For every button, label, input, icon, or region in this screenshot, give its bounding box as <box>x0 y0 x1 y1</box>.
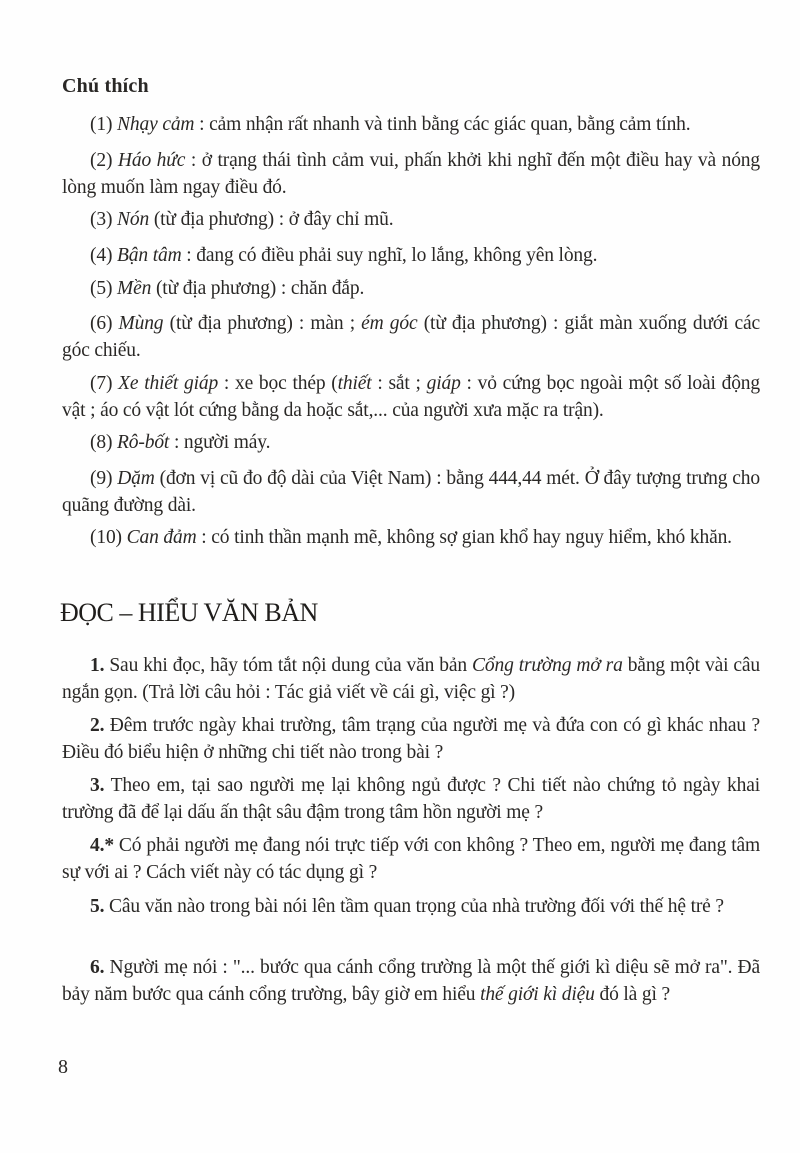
question-text: Sau khi đọc, hãy tóm tắt nội dung của văn bản <box>104 655 473 676</box>
note-text: (từ địa phương) : chăn đắp. <box>151 278 365 299</box>
note-item-10 <box>62 524 760 551</box>
note-item-9 <box>62 465 760 519</box>
question-2 <box>62 712 760 766</box>
note-text: : người máy. <box>169 432 271 453</box>
note-text-2: (từ địa phương) : giắt màn xuống dưới các góc chiếu. <box>62 313 760 361</box>
note-number: (7) <box>90 373 113 394</box>
note-item-1 <box>62 111 760 138</box>
question-text-2: đó là gì ? <box>594 984 670 1005</box>
question-number: 6. <box>90 957 105 978</box>
note-item-7 <box>62 370 760 424</box>
question-number: 1. <box>90 655 105 676</box>
page-number: 8 <box>58 1056 68 1078</box>
question-4 <box>62 832 760 886</box>
note-item-2 <box>62 147 760 201</box>
question-3 <box>62 772 760 826</box>
note-text: : cảm nhận rất nhanh và tinh bằng các giác quan, bằng cảm tính. <box>194 114 691 135</box>
note-number: (8) <box>90 432 113 453</box>
note-text: (từ địa phương) : ở đây chỉ mũ. <box>149 209 394 230</box>
note-text: : có tinh thần mạnh mẽ, không sợ gian khổ hay nguy hiểm, khó khăn. <box>196 527 732 548</box>
note-term: Rô-bốt <box>117 432 170 453</box>
note-text: : xe bọc thép ( <box>218 373 338 394</box>
note-text: : ở trạng thái tình cảm vui, phấn khởi khi nghĩ đến một điều hay và nóng lòng muốn làm ngay điều đó. <box>62 150 760 198</box>
note-term: Dặm <box>117 468 155 489</box>
note-term: Mùng <box>118 313 164 334</box>
question-text: Câu văn nào trong bài nói lên tầm quan trọng của nhà trường đối với thế hệ trẻ ? <box>104 896 724 917</box>
note-number: (2) <box>90 150 113 171</box>
question-italic: thế giới kì diệu <box>480 984 595 1005</box>
note-item-5 <box>62 275 760 302</box>
note-text: : đang có điều phải suy nghĩ, lo lắng, không yên lòng. <box>181 245 598 266</box>
note-term: Nhạy cảm <box>117 114 195 135</box>
note-number: (3) <box>90 209 113 230</box>
note-number: (9) <box>90 468 113 489</box>
note-number: (5) <box>90 278 113 299</box>
note-item-8 <box>62 429 760 456</box>
note-item-3 <box>62 206 760 233</box>
note-term: Xe thiết giáp <box>118 373 219 394</box>
question-text: Đêm trước ngày khai trường, tâm trạng của người mẹ và đứa con có gì khác nhau ? Điều đó biểu hiện ở những chi tiết nào trong bài ? <box>62 715 760 763</box>
note-item-6 <box>62 310 760 364</box>
question-number: 5. <box>90 896 105 917</box>
note-number: (6) <box>90 313 113 334</box>
reading-comprehension-heading: ĐỌC – HIỂU VĂN BẢN <box>60 598 318 627</box>
note-term-2: ém góc <box>361 313 418 334</box>
note-term: Háo hức <box>117 150 186 171</box>
question-text: Theo em, tại sao người mẹ lại không ngủ được ? Chi tiết nào chứng tỏ ngày khai trường đã để lại dấu ấn thật sâu đậm trong tâm hồn người mẹ ? <box>62 775 760 823</box>
note-text: (đơn vị cũ đo độ dài của Việt Nam) : bằng 444,44 mét. Ở đây tượng trưng cho quãng đường dài. <box>62 468 760 516</box>
note-term: Bận tâm <box>117 245 182 266</box>
note-term: Nón <box>117 209 150 230</box>
note-number: (1) <box>90 114 113 135</box>
note-text-2: : sắt ; <box>371 373 427 394</box>
question-text: Có phải người mẹ đang nói trực tiếp với con không ? Theo em, người mẹ đang tâm sự với ai ? Cách viết này có tác dụng gì ? <box>62 835 760 883</box>
question-1 <box>62 652 760 706</box>
question-5 <box>62 893 760 920</box>
question-number: 2. <box>90 715 105 736</box>
question-text: Người mẹ nói : "... bước qua cánh cổng trường là một thế giới kì diệu sẽ mở ra". Đã bảy năm bước qua cánh cổng trường, bây giờ em hiểu <box>62 957 760 1005</box>
note-number: (10) <box>90 527 122 548</box>
question-number: 4.* <box>90 835 114 856</box>
note-item-4 <box>62 242 760 269</box>
note-term-3: giáp <box>426 373 461 394</box>
question-text-2: bằng một vài câu ngắn gọn. (Trả lời câu hỏi : Tác giả viết về cái gì, việc gì ?) <box>62 655 760 703</box>
question-6 <box>62 954 760 1008</box>
notes-title: Chú thích <box>62 75 149 97</box>
note-text: (từ địa phương) : màn ; <box>163 313 362 334</box>
note-term: Can đảm <box>126 527 197 548</box>
note-number: (4) <box>90 245 113 266</box>
note-text-3: : vỏ cứng bọc ngoài một số loài động vật ; áo có vật lót cứng bằng da hoặc sắt,... của người xưa mặc ra trận). <box>62 373 760 421</box>
note-term: Mền <box>117 278 152 299</box>
question-italic: Cổng trường mở ra <box>472 655 623 676</box>
question-number: 3. <box>90 775 105 796</box>
note-term-2: thiết <box>337 373 372 394</box>
